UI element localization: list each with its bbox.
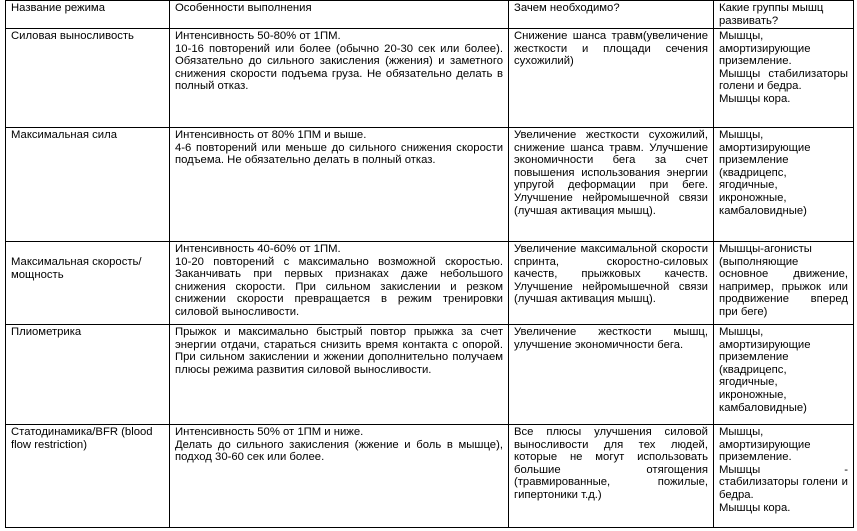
- mode-purpose: Увеличение жесткости сухожилий, снижение шанса травм. Улучшение экономичности бега за счет повышения использования энергии упругой деформации при беге. Улучшение нейромышечной связи (лучшая активация мышц).: [509, 128, 714, 242]
- table-row: [6, 325, 854, 425]
- mode-name: Максимальная скорость/мощность: [6, 242, 170, 325]
- header-purpose: Зачем необходимо?: [509, 1, 714, 29]
- table-row: [6, 128, 854, 242]
- mode-purpose: Снижение шанса травм(увеличение жесткости и площади сечения сухожилий): [509, 29, 714, 128]
- mode-features: [170, 425, 509, 528]
- features-line: Прыжок и максимально быстрый повтор прыжка за счет энергии отдачи, стараться снизить время контакта с опорой. При сильном закислении и жжении дополнительно получаем плюсы режима развития силовой выносливости.: [175, 326, 503, 376]
- features-line: Интенсивность от 80% 1ПМ и выше.: [175, 129, 367, 141]
- features-line: 10-16 повторений или более (обычно 20-30 сек или более). Обязательно до сильного закисления (жжения) и заметного снижения скорости подъема груза. Не обязательно делать в полный отказ.: [175, 42, 503, 93]
- mode-purpose: Все плюсы улучшения силовой выносливости для тех людей, которые не могут использовать большие отягощения (травмированные, пожилые, гипертоники т.д.): [509, 425, 714, 528]
- mode-muscles: [714, 325, 854, 425]
- mode-features: [170, 242, 509, 325]
- mode-name: Статодинамика/BFR (blood flow restriction): [6, 425, 170, 528]
- header-muscles: Какие группы мышц развивать?: [714, 1, 854, 29]
- muscles-line: Мышцы стабилизаторы голени и бедра.: [719, 67, 848, 93]
- features-line: Интенсивность 50% от 1ПМ и ниже.: [175, 426, 364, 438]
- features-line: Интенсивность 40-60% от 1ПМ.: [175, 243, 341, 255]
- muscles-line: Мышцы, амортизирующие приземление (квадрицепс, ягодичные, икроножные, камбаловидные): [719, 129, 811, 217]
- features-line: 4-6 повторений или меньше до сильного снижения скорости подъема. Не обязательно делать в полный отказ.: [175, 141, 503, 167]
- mode-muscles: [714, 29, 854, 128]
- muscles-line: Мышцы кора.: [719, 501, 791, 514]
- mode-muscles: [714, 242, 854, 325]
- mode-features: [170, 128, 509, 242]
- header-features: Особенности выполнения: [170, 1, 509, 29]
- mode-purpose: Увеличение жесткости мышц, улучшение экономичности бега.: [509, 325, 714, 425]
- table-row: [6, 242, 854, 325]
- mode-name: Максимальная сила: [6, 128, 170, 242]
- header-mode-name: Название режима: [6, 1, 170, 29]
- table-row: [6, 425, 854, 528]
- mode-features: [170, 325, 509, 425]
- features-line: 10-20 повторений с максимально возможной скоростью. Заканчивать при первых признаках даже небольшого снижения скорости. При сильном закислении и резком снижении скорости превращается в режим тренировки силовой выносливости.: [175, 255, 503, 318]
- mode-muscles: [714, 425, 854, 528]
- table-header-row: [6, 1, 854, 29]
- features-line: Интенсивность 50-80% от 1ПМ.: [175, 30, 341, 42]
- muscles-line: Мышцы, амортизирующие приземление.: [719, 30, 811, 68]
- muscles-line: Мышцы кора.: [719, 92, 791, 105]
- mode-name: Плиометрика: [6, 325, 170, 425]
- muscles-line: Мышцы - стабилизаторы голени и бедра.: [719, 463, 848, 501]
- table-row: [6, 29, 854, 128]
- mode-purpose: Увеличение максимальной скорости спринта, скоростно-силовых качеств, прыжковых качеств. Улучшение нейромышечной связи (лучшая активация мышц).: [509, 242, 714, 325]
- muscles-line: Мышцы, амортизирующие приземление.: [719, 426, 811, 464]
- mode-features: [170, 29, 509, 128]
- muscles-line: Мышцы, амортизирующие приземление (квадрицепс, ягодичные, икроножные, камбаловидные): [719, 326, 811, 414]
- mode-name: Силовая выносливость: [6, 29, 170, 128]
- muscles-line: Мышцы-агонисты (выполняющие основное движение, например, прыжок или продвижение вперед при беге): [719, 243, 848, 318]
- features-line: Делать до сильного закисления (жжение и боль в мышце), подход 30-60 сек или более.: [175, 438, 503, 464]
- training-modes-table: [5, 0, 854, 528]
- mode-muscles: [714, 128, 854, 242]
